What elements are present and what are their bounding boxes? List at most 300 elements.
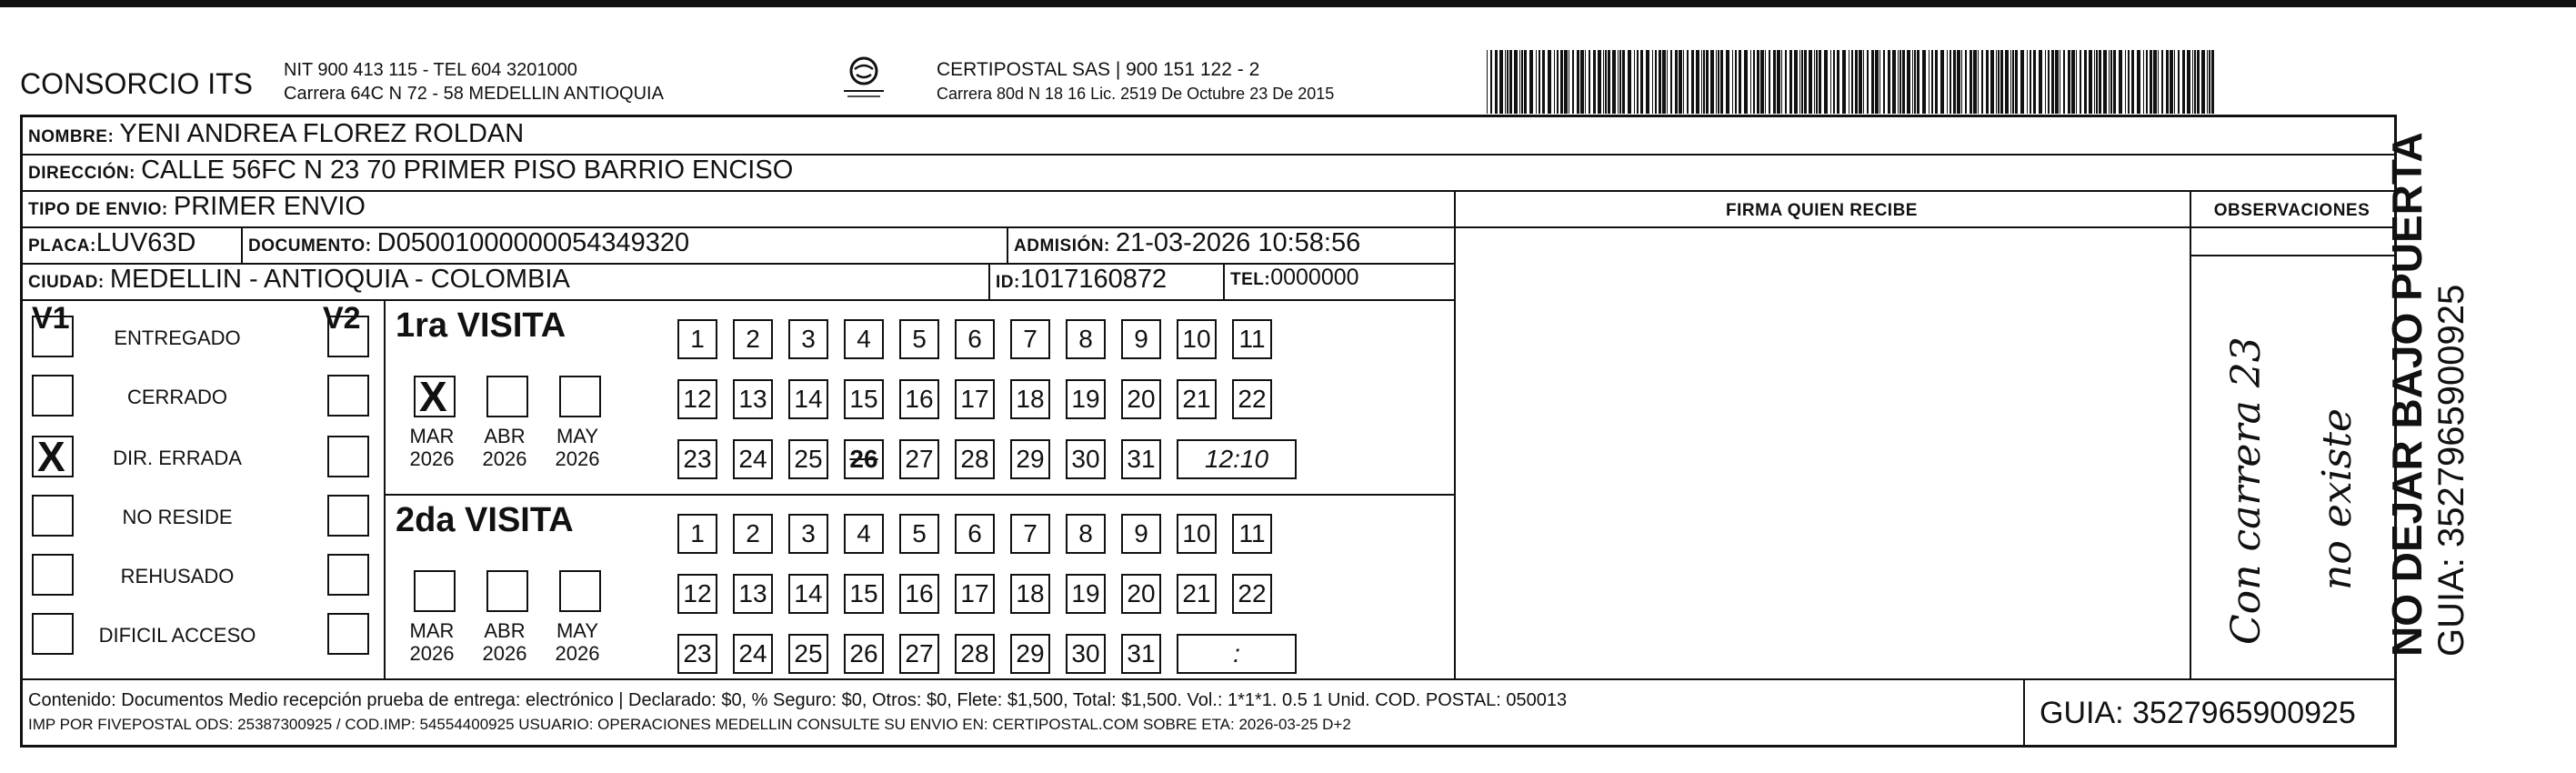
cell-divider — [1223, 263, 1225, 299]
cell-divider — [241, 226, 243, 263]
barcode-bar — [2158, 50, 2159, 114]
barcode-bar — [1701, 50, 1702, 114]
status-label: ENTREGADO — [114, 326, 241, 349]
barcode-bar — [2113, 50, 2116, 114]
id-value: 1017160872 — [1019, 265, 1168, 294]
barcode-bar — [2211, 50, 2214, 114]
barcode-bar — [2194, 50, 2196, 114]
barcode-bar — [1675, 50, 1678, 114]
barcode-bar — [2099, 50, 2101, 114]
v1-checkbox[interactable] — [32, 613, 74, 655]
barcode-bar — [2201, 50, 2205, 114]
barcode-bar — [1628, 50, 1631, 114]
day-box[interactable]: 1 — [677, 514, 717, 554]
barcode-bar — [1605, 50, 1607, 114]
day-box[interactable]: 11 — [1232, 514, 1272, 554]
day-box[interactable]: 22 — [1232, 574, 1272, 614]
time-box[interactable]: 12:10 — [1177, 439, 1297, 479]
barcode-bar — [2153, 50, 2157, 114]
barcode-bar — [2187, 50, 2190, 114]
day-box[interactable]: 17 — [955, 574, 995, 614]
documento-label: DOCUMENTO: — [248, 236, 372, 256]
ciudad-label: CIUDAD: — [28, 273, 105, 292]
tel-cell — [1230, 265, 1359, 291]
barcode-bar — [1917, 50, 1919, 114]
barcode-bar — [2109, 50, 2110, 114]
barcode-bar — [1618, 50, 1619, 114]
barcode-bar — [1830, 50, 1831, 114]
barcode-bar — [1986, 50, 1989, 114]
day-box[interactable]: 11 — [1232, 319, 1272, 359]
barcode-bar — [2068, 50, 2070, 114]
barcode-bar — [1490, 50, 1492, 114]
barcode-bar — [1816, 50, 1818, 114]
admision-cell — [1014, 228, 1360, 258]
placa-label: PLACA: — [28, 236, 96, 256]
barcode-bar — [2080, 50, 2081, 114]
certipostal-info — [937, 58, 1334, 105]
day-box[interactable]: 16 — [899, 379, 939, 419]
day-box[interactable]: 26 — [844, 439, 884, 479]
day-box[interactable]: 1 — [677, 319, 717, 359]
side-warning: NO DEJAR BAJO PUERTA — [2383, 132, 2431, 657]
barcode-bar — [1871, 50, 1874, 114]
barcode-bar — [1753, 50, 1755, 114]
barcode-bar — [1777, 50, 1780, 114]
day-box[interactable]: 12 — [677, 379, 717, 419]
barcode-bar — [1914, 50, 1916, 114]
barcode-bar — [1612, 50, 1616, 114]
day-box[interactable]: 17 — [955, 379, 995, 419]
direccion-row — [28, 156, 793, 186]
status-label: NO RESIDE — [122, 506, 233, 528]
barcode-bar — [2161, 50, 2163, 114]
day-box[interactable]: 19 — [1066, 379, 1106, 419]
visit-title: 2da VISITA — [396, 501, 574, 539]
barcode-bar — [1970, 50, 1972, 114]
cert-line1: CERTIPOSTAL SAS | 900 151 122 - 2 — [937, 59, 1260, 80]
v1-checkbox[interactable] — [32, 375, 74, 417]
barcode-bar — [2094, 50, 2095, 114]
day-box[interactable]: 3 — [788, 514, 828, 554]
day-box[interactable]: 2 — [733, 514, 773, 554]
barcode-bar — [1799, 50, 1800, 114]
barcode-bar — [1652, 50, 1653, 114]
barcode-bar — [1622, 50, 1625, 114]
barcode-bar — [1718, 50, 1719, 114]
v2-checkbox[interactable] — [327, 375, 369, 417]
barcode-bar — [2103, 50, 2107, 114]
v2-label: V2 — [323, 301, 361, 336]
barcode-bar — [1879, 50, 1880, 114]
visit-title: 1ra VISITA — [396, 306, 566, 345]
v1-checkbox[interactable] — [32, 316, 74, 357]
barcode-bar — [2150, 50, 2152, 114]
barcode-bar — [1990, 50, 1994, 114]
barcode-bar — [1824, 50, 1828, 114]
v1-checkbox[interactable] — [32, 554, 74, 596]
visit-column-divider — [384, 299, 386, 678]
barcode-bar — [1888, 50, 1890, 114]
day-box[interactable]: 13 — [733, 379, 773, 419]
barcode-bar — [1514, 50, 1518, 114]
v2-checkbox[interactable] — [327, 436, 369, 477]
barcode-bar — [1539, 50, 1540, 114]
placa-cell — [28, 228, 195, 258]
certipostal-logo — [835, 55, 893, 105]
day-box[interactable]: 7 — [1010, 319, 1050, 359]
v2-checkbox[interactable] — [327, 316, 369, 357]
day-box[interactable]: 28 — [955, 439, 995, 479]
month-label: ABR 2026 — [482, 425, 527, 470]
footer-line1: Contenido: Documentos Medio recepción prueba de entrega: electrónico | Declarado: $0, % Seguro: $0, Otros: $0, Flete: $1,500, Total: $1,500. Vol.: 1*1*1. 0.5 1 Unid. COD. POSTAL: 050013 — [28, 690, 1568, 710]
day-box[interactable]: 12 — [677, 574, 717, 614]
status-label: CERRADO — [126, 386, 227, 408]
month-checkbox[interactable] — [486, 570, 528, 612]
barcode-bar — [2197, 50, 2200, 114]
barcode-bar — [1833, 50, 1835, 114]
barcode-bar — [1785, 50, 1787, 114]
day-box[interactable]: 19 — [1066, 574, 1106, 614]
barcode-bar — [1548, 50, 1551, 114]
barcode-bar — [1505, 50, 1506, 114]
barcode-bar — [1589, 50, 1590, 114]
barcode-bar — [1667, 50, 1668, 114]
day-box[interactable]: 18 — [1010, 379, 1050, 419]
barcode-bar — [2110, 50, 2112, 114]
barcode-bar — [1640, 50, 1643, 114]
barcode-bar — [1521, 50, 1523, 114]
tel-value: 0000000 — [1270, 265, 1359, 290]
day-box[interactable]: 25 — [788, 439, 828, 479]
day-box[interactable]: 14 — [788, 574, 828, 614]
barcode-bar — [1487, 50, 1488, 114]
guia-divider — [2023, 678, 2025, 745]
day-box[interactable]: 5 — [899, 319, 939, 359]
direccion-value: CALLE 56FC N 23 70 PRIMER PISO BARRIO ENCISO — [141, 156, 794, 185]
firma-header: FIRMA QUIEN RECIBE — [1726, 201, 1918, 220]
time-box[interactable]: : — [1177, 634, 1297, 674]
barcode-bar — [2000, 50, 2003, 114]
barcode-bar — [1716, 50, 1717, 114]
status-label: DIFICIL ACCESO — [98, 624, 256, 647]
month-checkbox[interactable] — [414, 570, 456, 612]
barcode-bar — [2084, 50, 2087, 114]
month-checkbox[interactable] — [559, 376, 601, 417]
barcode-bar — [1577, 50, 1579, 114]
barcode-bar — [1554, 50, 1555, 114]
day-box[interactable]: 18 — [1010, 574, 1050, 614]
day-box[interactable]: 9 — [1121, 514, 1161, 554]
barcode-bar — [1524, 50, 1527, 114]
barcode-bar — [1679, 50, 1682, 114]
barcode-bar — [1809, 50, 1812, 114]
barcode-bar — [1950, 50, 1951, 114]
cert-line2: Carrera 80d N 18 16 Lic. 2519 De Octubre 23 De 2015 — [937, 85, 1335, 103]
day-box[interactable]: 23 — [677, 634, 717, 674]
barcode-bar — [1585, 50, 1586, 114]
barcode-bar — [1726, 50, 1729, 114]
address-line: Carrera 64C N 72 - 58 MEDELLIN ANTIOQUIA — [284, 84, 664, 104]
brand-name: CONSORCIO ITS — [20, 67, 254, 100]
row-divider — [23, 190, 2394, 192]
barcode-bar — [1765, 50, 1766, 114]
barcode-bar — [2170, 50, 2173, 114]
barcode-bar — [1720, 50, 1723, 114]
barcode-bar — [1634, 50, 1635, 114]
day-box[interactable]: 26 — [844, 634, 884, 674]
day-box[interactable]: 31 — [1121, 439, 1161, 479]
barcode-bar — [1935, 50, 1938, 114]
side-guia: GUIA: 3527965900925 — [2431, 284, 2471, 657]
day-box[interactable]: 30 — [1066, 439, 1106, 479]
barcode-bar — [1912, 50, 1913, 114]
barcode-bar — [1957, 50, 1960, 114]
barcode-bar — [2012, 50, 2014, 114]
day-box[interactable]: 23 — [677, 439, 717, 479]
month-label: MAR 2026 — [409, 619, 455, 665]
month-checkbox[interactable] — [559, 570, 601, 612]
barcode-bar — [1608, 50, 1610, 114]
documento-cell — [248, 228, 689, 258]
barcode-bar — [1842, 50, 1846, 114]
day-box[interactable]: 6 — [955, 319, 995, 359]
barcode-bar — [2010, 50, 2011, 114]
day-box[interactable]: 4 — [844, 319, 884, 359]
barcode-bar — [1619, 50, 1621, 114]
barcode-bar — [1907, 50, 1910, 114]
barcode-bar — [1637, 50, 1639, 114]
barcode-bar — [1691, 50, 1694, 114]
status-label: REHUSADO — [120, 565, 235, 587]
day-box[interactable]: 5 — [899, 514, 939, 554]
direccion-label: DIRECCIÓN: — [28, 164, 135, 183]
guia-number: GUIA: 3527965900925 — [2040, 696, 2356, 730]
barcode-bar — [1883, 50, 1885, 114]
barcode-bar — [1750, 50, 1751, 114]
month-label: MAR 2026 — [409, 425, 455, 470]
barcode-bar — [2033, 50, 2036, 114]
day-box[interactable]: 20 — [1121, 379, 1161, 419]
day-box[interactable]: 25 — [788, 634, 828, 674]
barcode-bar — [2027, 50, 2028, 114]
row-divider — [23, 299, 1454, 301]
nit-line: NIT 900 413 115 - TEL 604 3201000 — [284, 60, 577, 80]
ciudad-cell — [28, 265, 570, 295]
month-label: MAY 2026 — [555, 425, 600, 470]
day-box[interactable]: 7 — [1010, 514, 1050, 554]
day-box[interactable]: 28 — [955, 634, 995, 674]
day-box[interactable]: 29 — [1010, 634, 1050, 674]
admision-label: ADMISIÓN: — [1014, 236, 1110, 256]
footer-line2: IMP POR FIVEPOSTAL ODS: 25387300925 / COD.IMP: 54554400925 USUARIO: OPERACIONES MEDELLIN CONSULTE SU ENVIO EN: CERTIPOSTAL.COM SOBRE ETA: 2026-03-25 D+2 — [28, 716, 1351, 733]
cell-divider — [988, 263, 990, 299]
day-box[interactable]: 3 — [788, 319, 828, 359]
barcode-bar — [1495, 50, 1498, 114]
barcode-bar — [1996, 50, 1997, 114]
barcode-bar — [1978, 50, 1979, 114]
day-box[interactable]: 4 — [844, 514, 884, 554]
barcode-bar — [1953, 50, 1956, 114]
barcode-bar — [1814, 50, 1815, 114]
documento-value: D05001000000054349320 — [376, 228, 690, 257]
day-box[interactable]: 27 — [899, 634, 939, 674]
barcode-bar — [1580, 50, 1584, 114]
delivery-form — [20, 115, 2397, 748]
barcode-bar — [1804, 50, 1807, 114]
barcode-bar — [2039, 50, 2042, 114]
barcode-bar — [1855, 50, 1858, 114]
barcode-bar — [1789, 50, 1792, 114]
barcode-bar — [2048, 50, 2050, 114]
barcode-bar — [1598, 50, 1601, 114]
barcode-bar — [2020, 50, 2024, 114]
day-box[interactable]: 31 — [1121, 634, 1161, 674]
barcode-bar — [1875, 50, 1879, 114]
barcode-bar — [2076, 50, 2077, 114]
day-box[interactable]: 15 — [844, 574, 884, 614]
barcode-bar — [1564, 50, 1568, 114]
barcode-bar — [2125, 50, 2126, 114]
barcode-bar — [1851, 50, 1853, 114]
barcode-bar — [2166, 50, 2169, 114]
barcode-bar — [1655, 50, 1657, 114]
day-box[interactable]: 20 — [1121, 574, 1161, 614]
barcode-bar — [2045, 50, 2046, 114]
v2-checkbox[interactable] — [327, 495, 369, 537]
barcode-bar — [1744, 50, 1748, 114]
barcode-bar — [1542, 50, 1545, 114]
barcode-bar — [1507, 50, 1509, 114]
tipo-row — [28, 192, 366, 222]
barcode-bar — [1863, 50, 1864, 114]
nombre-row — [28, 119, 524, 149]
barcode-bar — [1536, 50, 1537, 114]
barcode-bar — [1899, 50, 1901, 114]
month-checkbox[interactable] — [486, 376, 528, 417]
tipo-value: PRIMER ENVIO — [173, 192, 366, 221]
nombre-value: YENI ANDREA FLOREZ ROLDAN — [119, 119, 525, 148]
barcode-bar — [2096, 50, 2098, 114]
barcode-bar — [1769, 50, 1770, 114]
barcode-bar — [2051, 50, 2054, 114]
barcode-bar — [1696, 50, 1699, 114]
day-box[interactable]: 2 — [733, 319, 773, 359]
barcode-bar — [1710, 50, 1714, 114]
day-box[interactable]: 27 — [899, 439, 939, 479]
col-divider — [1454, 190, 1456, 678]
admision-value: 21-03-2026 10:58:56 — [1115, 228, 1361, 257]
barcode-bar — [1757, 50, 1759, 114]
barcode-bar — [2146, 50, 2148, 114]
barcode-bar — [1572, 50, 1574, 114]
top-border — [0, 0, 2576, 7]
barcode-bar — [1646, 50, 1649, 114]
barcode-bar — [2174, 50, 2175, 114]
barcode-bar — [1659, 50, 1661, 114]
v1-label: V1 — [32, 301, 70, 336]
day-box[interactable]: 8 — [1066, 514, 1106, 554]
barcode-bar — [2207, 50, 2208, 114]
barcode-bar — [1892, 50, 1896, 114]
barcode-bar — [1529, 50, 1533, 114]
day-box[interactable]: 10 — [1177, 319, 1217, 359]
month-checkbox[interactable] — [414, 376, 456, 417]
v2-checkbox[interactable] — [327, 613, 369, 655]
barcode-bar — [1898, 50, 1899, 114]
day-box[interactable]: 21 — [1177, 379, 1217, 419]
barcode-bar — [2063, 50, 2065, 114]
v2-checkbox[interactable] — [327, 554, 369, 596]
barcode-bar — [1961, 50, 1962, 114]
barcode-bar — [2178, 50, 2180, 114]
barcode-bar — [1735, 50, 1737, 114]
barcode-bar — [1499, 50, 1503, 114]
day-box[interactable]: 29 — [1010, 439, 1050, 479]
v1-checkbox[interactable] — [32, 436, 74, 477]
barcode-bar — [1902, 50, 1905, 114]
barcode-bar — [1773, 50, 1776, 114]
tel-label: TEL: — [1230, 270, 1271, 289]
barcode-bar — [2192, 50, 2193, 114]
barcode-bar — [1981, 50, 1983, 114]
day-box[interactable]: 14 — [788, 379, 828, 419]
month-label: ABR 2026 — [482, 619, 527, 665]
barcode-bar — [1706, 50, 1709, 114]
day-box[interactable]: 30 — [1066, 634, 1106, 674]
day-box[interactable]: 16 — [899, 574, 939, 614]
row-divider — [23, 678, 2394, 680]
barcode-bar — [2071, 50, 2075, 114]
observaciones-header: OBSERVACIONES — [2213, 201, 2371, 220]
day-box[interactable]: 22 — [1232, 379, 1272, 419]
barcode-bar — [1593, 50, 1596, 114]
day-box[interactable]: 10 — [1177, 514, 1217, 554]
cell-divider — [1007, 226, 1008, 263]
barcode-bar — [2015, 50, 2018, 114]
day-box[interactable]: 6 — [955, 514, 995, 554]
id-cell — [996, 265, 1167, 295]
barcode-bar — [2137, 50, 2140, 114]
tipo-label: TIPO DE ENVIO: — [28, 200, 168, 219]
day-box[interactable]: 24 — [733, 439, 773, 479]
day-box[interactable]: 9 — [1121, 319, 1161, 359]
barcode-bar — [1867, 50, 1869, 114]
placa-value: LUV63D — [95, 228, 196, 257]
barcode-bar — [1519, 50, 1520, 114]
barcode — [1487, 50, 2214, 114]
day-box[interactable]: 24 — [733, 634, 773, 674]
barcode-bar — [1683, 50, 1684, 114]
day-box[interactable]: 8 — [1066, 319, 1106, 359]
barcode-bar — [1560, 50, 1563, 114]
barcode-bar — [1819, 50, 1821, 114]
barcode-bar — [1947, 50, 1948, 114]
barcode-bar — [2055, 50, 2059, 114]
day-box[interactable]: 13 — [733, 574, 773, 614]
handwritten-note-2: no existe — [2314, 407, 2360, 590]
barcode-bar — [1703, 50, 1705, 114]
obs-header-divider — [2190, 255, 2394, 256]
v1-checkbox[interactable] — [32, 495, 74, 537]
barcode-bar — [2005, 50, 2009, 114]
barcode-bar — [1965, 50, 1967, 114]
barcode-bar — [1837, 50, 1839, 114]
barcode-bar — [2128, 50, 2130, 114]
barcode-bar — [2089, 50, 2092, 114]
day-box[interactable]: 21 — [1177, 574, 1217, 614]
day-box[interactable]: 15 — [844, 379, 884, 419]
